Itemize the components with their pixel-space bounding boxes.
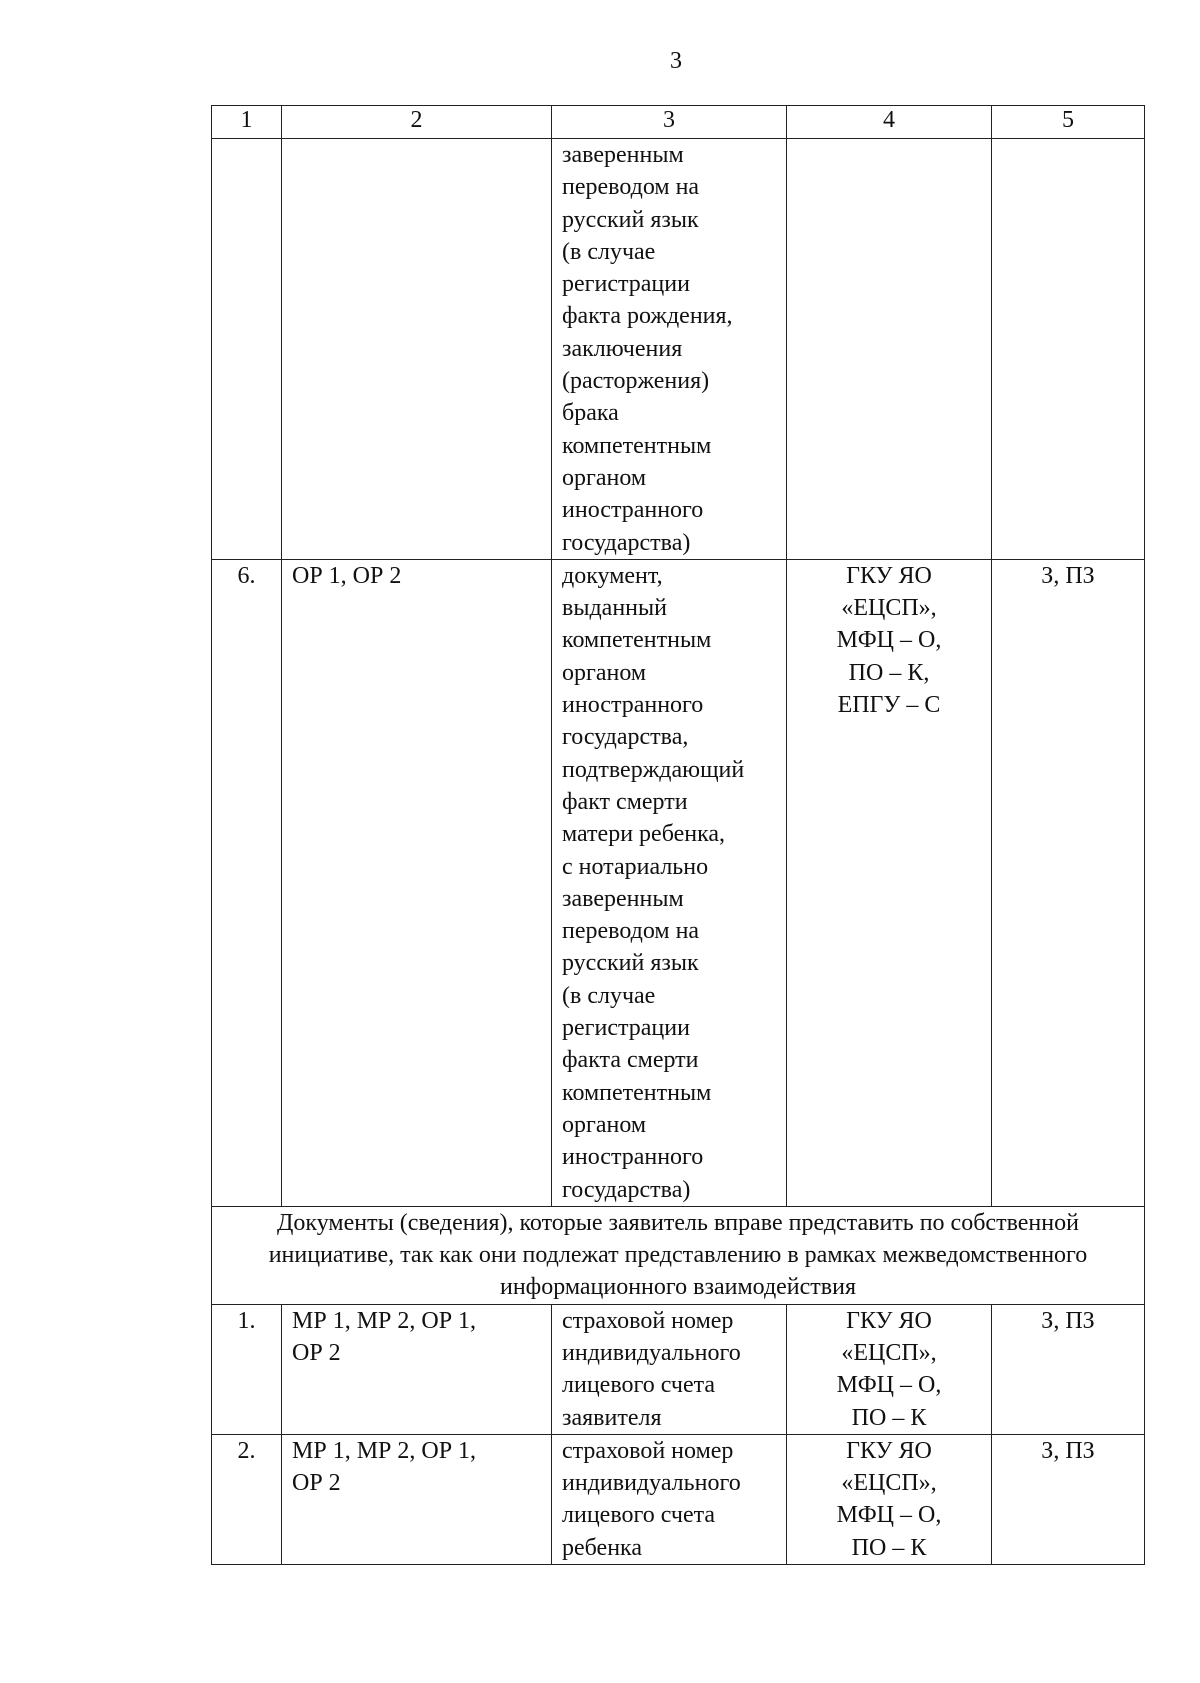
document-name: страховой номер индивидуального лицевого счета ребенка xyxy=(552,1434,787,1564)
table-row xyxy=(212,1434,1145,1564)
applicant-category: ОР 1, ОР 2 xyxy=(282,559,552,1206)
section-heading: Документы (сведения), которые заявитель вправе представить по собственной инициативе, так как они подлежат представлению в рамках межведомственного информационного взаимодействия xyxy=(212,1206,1145,1304)
header-col-3: 3 xyxy=(552,106,787,139)
document-name: страховой номер индивидуального лицевого счета заявителя xyxy=(552,1304,787,1434)
submission-place: ГКУ ЯО «ЕЦСП», МФЦ – О, ПО – К xyxy=(787,1304,992,1434)
section-heading-row xyxy=(212,1206,1145,1304)
continuation-document-text: заверенным переводом на русский язык (в случае регистрации факта рождения, заключения (расторжения) брака компетентным органом иностранного государства) xyxy=(552,139,787,560)
header-col-5: 5 xyxy=(992,106,1145,139)
submission-place: ГКУ ЯО «ЕЦСП», МФЦ – О, ПО – К xyxy=(787,1434,992,1564)
applicant-category: МР 1, МР 2, ОР 1, ОР 2 xyxy=(282,1304,552,1434)
header-col-1: 1 xyxy=(212,106,282,139)
header-col-2: 2 xyxy=(282,106,552,139)
table-row xyxy=(212,559,1145,1206)
submission-form: З, ПЗ xyxy=(992,1434,1145,1564)
row-number: 1. xyxy=(212,1304,282,1434)
page-number: 3 xyxy=(670,48,682,74)
submission-form: З, ПЗ xyxy=(992,1304,1145,1434)
row-number: 2. xyxy=(212,1434,282,1564)
continuation-row xyxy=(212,139,1145,560)
applicant-category: МР 1, МР 2, ОР 1, ОР 2 xyxy=(282,1434,552,1564)
row-number: 6. xyxy=(212,559,282,1206)
documents-table xyxy=(211,105,1145,1565)
submission-place: ГКУ ЯО «ЕЦСП», МФЦ – О, ПО – К, ЕПГУ – С xyxy=(787,559,992,1206)
table-header-row xyxy=(212,106,1145,139)
document-name: документ, выданный компетентным органом иностранного государства, подтверждающий факт смерти матери ребенка, с нотариально заверенным переводом на русский язык (в случае регистрации факта смерти компетентным органом иностранного государства) xyxy=(552,559,787,1206)
table-row xyxy=(212,1304,1145,1434)
header-col-4: 4 xyxy=(787,106,992,139)
submission-form: З, ПЗ xyxy=(992,559,1145,1206)
